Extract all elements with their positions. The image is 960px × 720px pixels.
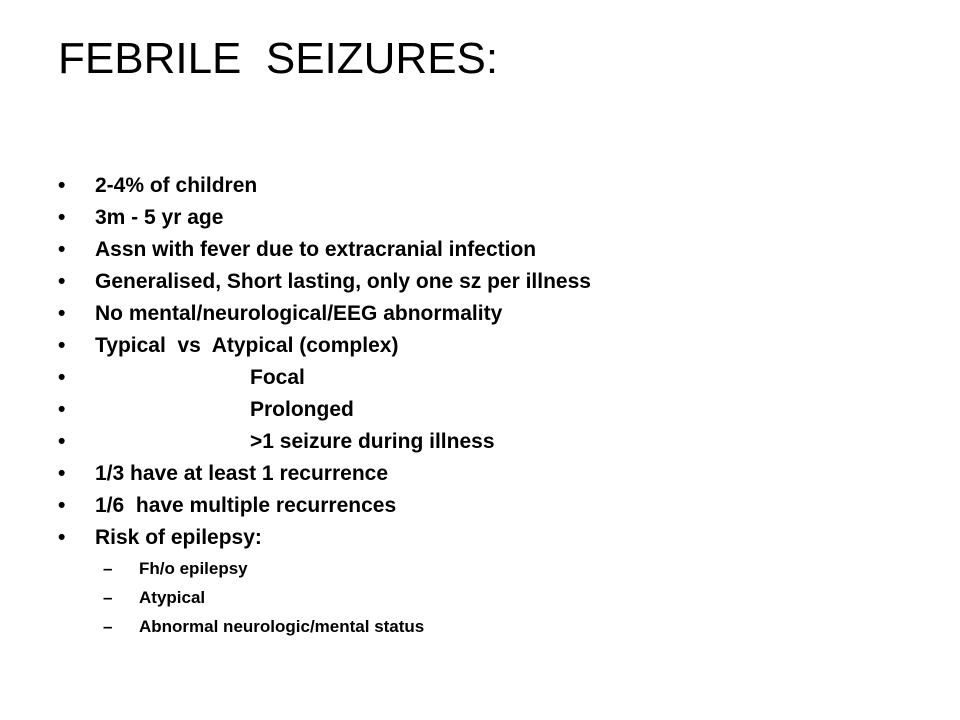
bullet-marker: • bbox=[58, 238, 66, 261]
bullet-text: Focal bbox=[250, 366, 305, 389]
sub-list-item bbox=[58, 583, 591, 612]
bullet-marker: • bbox=[58, 270, 66, 293]
list-item bbox=[58, 266, 591, 298]
list-item bbox=[58, 522, 591, 554]
bullet-text: 1/3 have at least 1 recurrence bbox=[95, 462, 389, 485]
bullet-marker: • bbox=[58, 430, 66, 453]
sub-bullet-text: Abnormal neurologic/mental status bbox=[139, 617, 425, 636]
bullet-text: >1 seizure during illness bbox=[250, 430, 495, 453]
list-item bbox=[58, 490, 591, 522]
sub-bullet-marker: – bbox=[103, 617, 113, 636]
bullet-list bbox=[58, 170, 591, 641]
bullet-marker: • bbox=[58, 302, 66, 325]
sub-bullet-text: Atypical bbox=[139, 588, 206, 607]
list-item bbox=[58, 362, 591, 394]
list-item bbox=[58, 298, 591, 330]
sub-list-item bbox=[58, 612, 591, 641]
list-item bbox=[58, 170, 591, 202]
sub-bullet-marker: – bbox=[103, 588, 113, 607]
list-item bbox=[58, 458, 591, 490]
bullet-marker: • bbox=[58, 334, 66, 357]
bullet-text: Risk of epilepsy: bbox=[95, 526, 262, 549]
bullet-text: Prolonged bbox=[250, 398, 354, 421]
list-item bbox=[58, 394, 591, 426]
slide-title: FEBRILE SEIZURES: bbox=[58, 34, 499, 83]
bullet-text: 2-4% of children bbox=[95, 174, 258, 197]
sub-bullet-text: Fh/o epilepsy bbox=[139, 559, 248, 578]
bullet-text: 3m - 5 yr age bbox=[95, 206, 224, 229]
list-item bbox=[58, 234, 591, 266]
list-item bbox=[58, 330, 591, 362]
bullet-marker: • bbox=[58, 462, 66, 485]
bullet-marker: • bbox=[58, 174, 66, 197]
bullet-text: Assn with fever due to extracranial infection bbox=[95, 238, 537, 261]
bullet-text: No mental/neurological/EEG abnormality bbox=[95, 302, 503, 325]
bullet-marker: • bbox=[58, 206, 66, 229]
bullet-marker: • bbox=[58, 526, 66, 549]
bullet-text: Typical vs Atypical (complex) bbox=[95, 334, 399, 357]
list-item bbox=[58, 202, 591, 234]
bullet-marker: • bbox=[58, 366, 66, 389]
list-item bbox=[58, 426, 591, 458]
bullet-text: 1/6 have multiple recurrences bbox=[95, 494, 397, 517]
bullet-marker: • bbox=[58, 494, 66, 517]
bullet-text: Generalised, Short lasting, only one sz per illness bbox=[95, 270, 591, 293]
sub-list-item bbox=[58, 554, 591, 583]
bullet-marker: • bbox=[58, 398, 66, 421]
sub-bullet-marker: – bbox=[103, 559, 113, 578]
